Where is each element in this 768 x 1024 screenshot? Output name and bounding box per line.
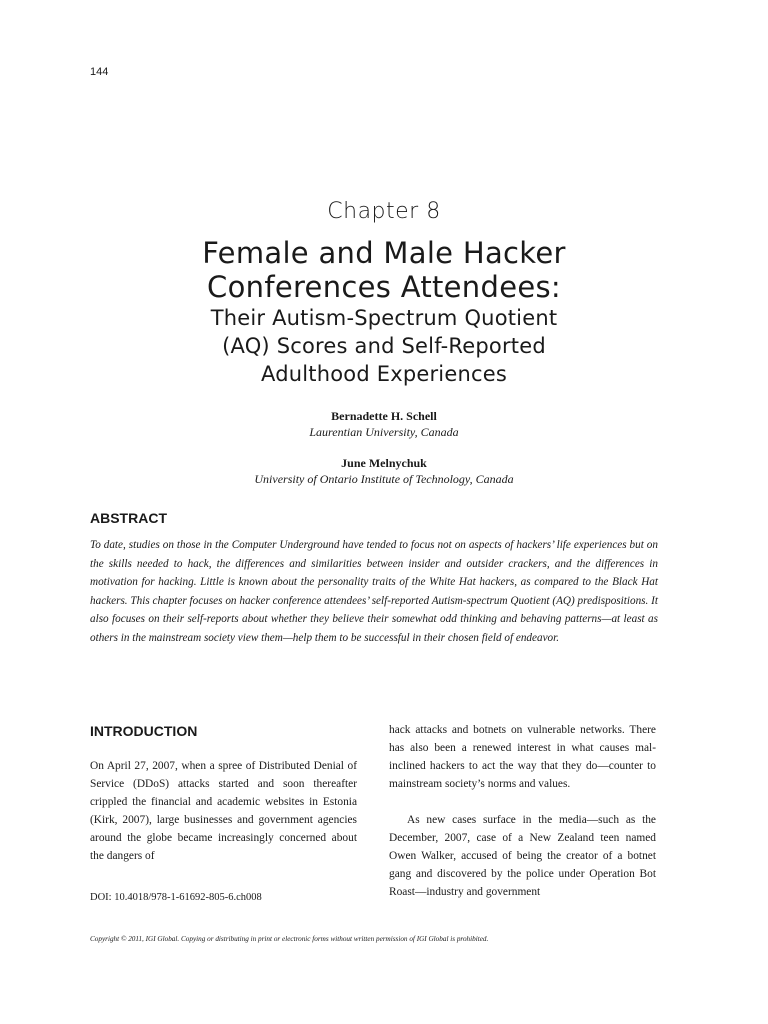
title-line-1: Female and Male Hacker	[202, 236, 566, 270]
intro-paragraph-right-1: hack attacks and botnets on vulnerable networks. There has also been a renewed interest in what causes mal-inclined hackers to act the way that they do—counter to mainstream society’s norms and values.	[389, 724, 656, 790]
author-affiliation: University of Ontario Institute of Technology, Canada	[254, 472, 514, 486]
abstract-text: To date, studies on those in the Computer Underground have tended to focus not on aspects of hackers’ life experiences but on the skills needed to hack, the differences and similarities between insider and outsider crackers, and the differences in motivation for hacking. Little is known about the personality traits of the White Hat hackers, as compared to the Black Hat hackers. This chapter focuses on hacker conference attendees’ self-reported Autism-spectrum Quotient (AQ) predispositions. It also focuses on their self-reports about whether they believe their somewhat odd thinking and behaving patterns—at least as others in the mainstream society view them—help them to be successful in their chosen field of endeavor.	[90, 539, 658, 644]
page-number: 144	[90, 66, 109, 78]
author-2	[0, 455, 768, 487]
copyright-notice: Copyright © 2011, IGI Global. Copying or distributing in print or electronic forms without written permission of IGI Global is prohibited.	[90, 935, 489, 943]
author-affiliation: Laurentian University, Canada	[309, 425, 459, 439]
author-name: June Melnychuk	[341, 456, 427, 470]
title-line-2: Conferences Attendees:	[207, 270, 561, 304]
subtitle-line-3: Adulthood Experiences	[261, 362, 507, 386]
subtitle-line-2: (AQ) Scores and Self-Reported	[222, 334, 546, 358]
chapter-label: Chapter 8	[327, 199, 441, 224]
introduction-heading: INTRODUCTION	[90, 723, 198, 739]
abstract-heading: ABSTRACT	[90, 510, 167, 526]
chapter-title	[0, 236, 768, 388]
intro-paragraph-right-2: As new cases surface in the media—such as the December, 2007, case of a New Zealand teen named Owen Walker, accused of being the creator of a botnet gang and discovered by the police under Operation Bot Roast—industry and government	[389, 814, 656, 898]
subtitle-line-1: Their Autism-Spectrum Quotient	[210, 306, 558, 330]
intro-paragraph-left: On April 27, 2007, when a spree of Distributed Denial of Service (DDoS) attacks started and soon thereafter crippled the financial and academic websites in Estonia (Kirk, 2007), large businesses and government agencies around the globe became increasingly concerned about the dangers of	[90, 760, 357, 862]
doi: DOI: 10.4018/978-1-61692-805-6.ch008	[90, 892, 262, 903]
author-name: Bernadette H. Schell	[331, 409, 437, 423]
author-1	[0, 408, 768, 440]
